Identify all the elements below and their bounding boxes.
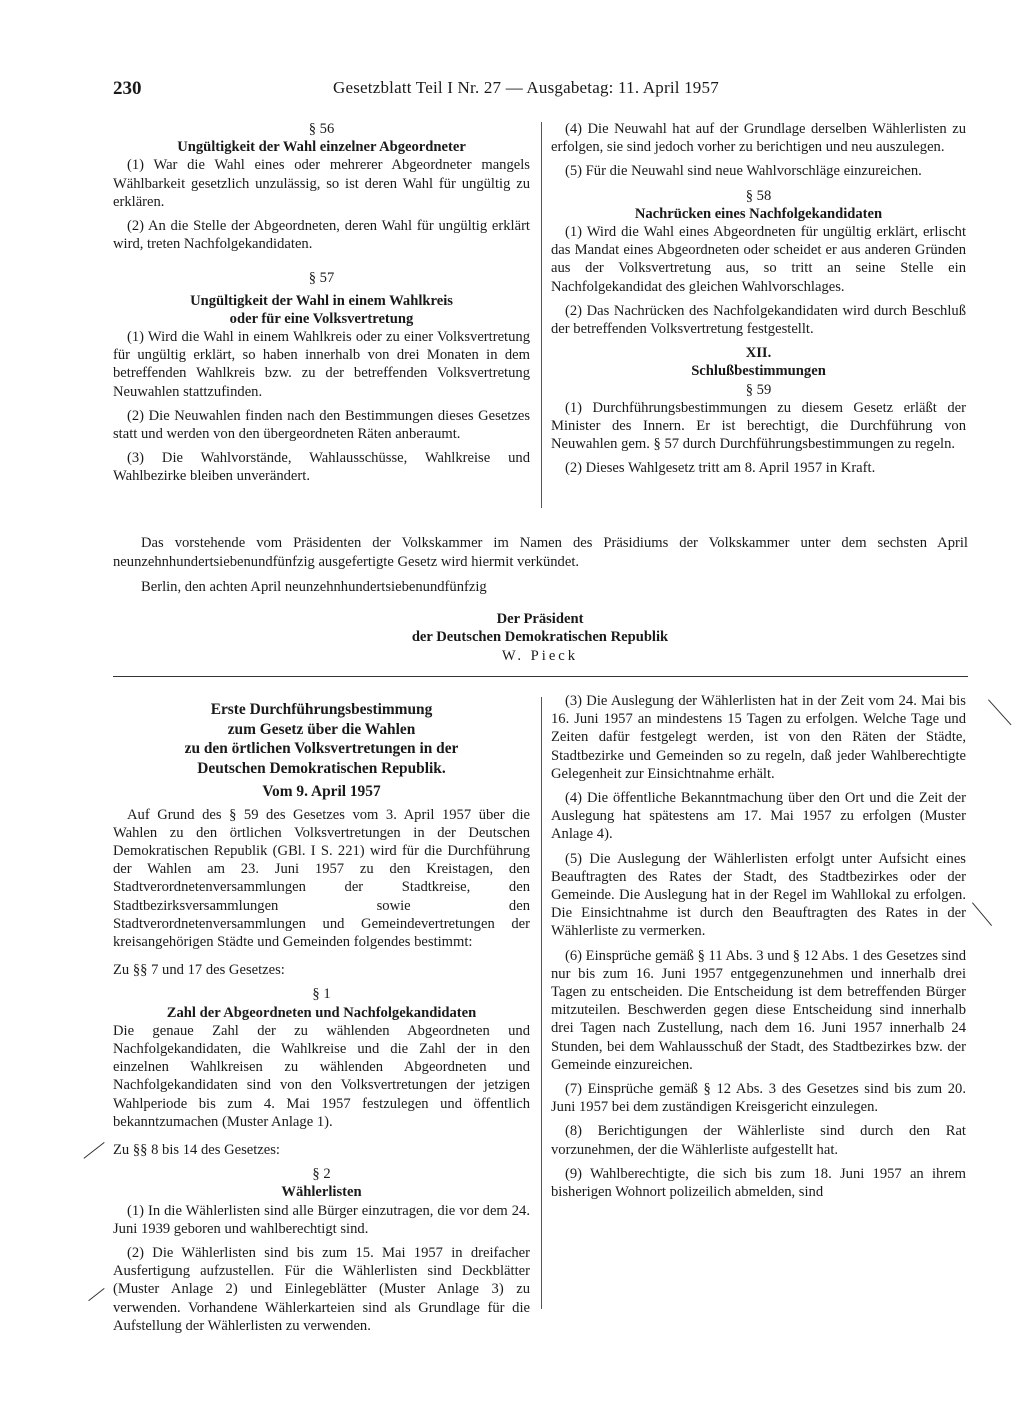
paragraph: (5) Die Auslegung der Wählerlisten erfolgt unter Aufsicht eines Beauftragten des Rates der Stadt, des Stadtbezirkes oder der Gemeinde. Die Auslegung hat in der Regel im Wahllokal zu erfolgen. Die Einsichtnahme ist durch den Beauftragten des Rates in der Wählerliste zu vermerken. [551,850,966,940]
margin-mark [88,1288,105,1301]
paragraph: (2) An die Stelle der Abgeordneten, deren Wahl für ungültig erklärt wird, treten Nachfolgekandidaten. [113,218,530,253]
part-title: Schlußbestimmungen [691,363,826,380]
upper-left-column [113,120,530,492]
paragraph: (1) Durchführungsbestimmungen zu diesem Gesetz erläßt der Minister des Innern. Er ist berechtigt, die Durchführung von Neuwahlen gem. § 57 durch Durchführungsbestimmungen zu regeln. [551,399,966,453]
paragraph: (1) War die Wahl eines oder mehrerer Abgeordneter mangels Wählbarkeit gesetzlich unzulässig, so ist deren Wahl für ungültig zu erklären. [113,157,530,210]
paragraph: (1) Wird die Wahl in einem Wahlkreis oder zu einer Volksvertretung für ungültig erklärt, so haben innerhalb von drei Monaten in dem betreffenden Wahlkreis bzw. zu der betreffenden Volksvertretung Neuwahlen stattzufinden. [113,329,530,400]
page-number: 230 [113,78,142,99]
paragraph: (2) Das Nachrücken des Nachfolgekandidaten wird durch Beschluß der betreffenden Volksvertretung festgestellt. [551,302,966,338]
horizontal-divider [113,676,968,677]
lower-left-column [113,700,530,1341]
section-title: Ungültigkeit der Wahl einzelner Abgeordneter [177,139,466,156]
page-header [113,78,968,102]
margin-mark [972,902,992,926]
section-number: § 56 [308,121,335,137]
paragraph: (9) Wahlberechtigte, die sich bis zum 18. Juni 1957 an ihrem bisherigen Wohnort polizeilich abmelden, sind [551,1165,966,1201]
regulation-title-line: zum Gesetz über die Wahlen [227,720,416,738]
paragraph: (5) Für die Neuwahl sind neue Wahlvorschläge einzureichen. [565,163,922,180]
section-title: oder für eine Volksvertretung [229,310,414,327]
paragraph: (1) In die Wählerlisten sind alle Bürger einzutragen, die vor dem 24. Juni 1939 geboren und wahlberechtigt sind. [113,1202,530,1237]
signer-name: W. Pieck [501,648,579,664]
paragraph: (1) Wird die Wahl eines Abgeordneten für ungültig erklärt, erlischt das Mandat eines Abgeordneten oder scheidet er aus anderen Gründen aus der Volksvertretung aus, so tritt an seine Stelle ein Nachfolgekandidat des gleichen Wahlvorschlages. [551,224,966,295]
paragraph: (6) Einsprüche gemäß § 11 Abs. 3 und § 12 Abs. 1 des Gesetzes sind nur bis zum 16. Juni 1957 entgegenzunehmen und innerhalb drei Tagen zu entscheiden. Die Entscheidung ist dem betreffenden Bürger mitzuteilen. Beschwerden gegen diese Entscheidung sind innerhalb drei Tagen nach Zustellung, nach dem 16. Juni 1957 innerhalb 24 Stunden, bei dem Wahlausschuß der Stadt, des Stadtbezirkes bzw. der Gemeinde einzureichen. [551,947,966,1073]
paragraph: (2) Dieses Wahlgesetz tritt am 8. April 1957 in Kraft. [565,460,876,477]
column-divider [541,697,542,1309]
paragraph: (4) Die öffentliche Bekanntmachung über den Ort und die Zeit der Auslegung hat spätestens am 17. Mai 1957 zu erfolgen (Muster Anlage 4). [551,790,966,843]
regulation-title-line: zu den örtlichen Volksvertretungen in der [184,740,459,757]
regulation-date: Vom 9. April 1957 [262,783,381,800]
running-title: Gesetzblatt Teil I Nr. 27 — Ausgabetag: 11. April 1957 [333,78,719,97]
section-title: Ungültigkeit der Wahl in einem Wahlkreis [190,292,453,309]
section-title: Zahl der Abgeordneten und Nachfolgekandidaten [166,1004,477,1021]
paragraph: (2) Die Wählerlisten sind bis zum 15. Mai 1957 in dreifacher Ausfertigung aufzustellen. Für die Wählerlisten sind Deckblätter (Muster Anlage 2) und Einlegeblätter (Muster Anlage 3) zu verwenden. Vorhandene Wählerkarteien sind als Grundlage für die Aufstellung der Wählerlisten zu verwenden. [113,1244,530,1334]
section-number: § 1 [312,986,331,1003]
section-title: Nachrücken eines Nachfolgekandidaten [634,205,883,222]
regulation-title [113,700,530,802]
lower-right-column [551,692,966,1207]
paragraph: Die genaue Zahl der zu wählenden Abgeordneten und Nachfolgekandidaten, die Wahlkreise und die Zahl der in den einzelnen Wahlkreisen zu wählenden Abgeordneten und Nachfolgekandidaten sind von den Volksvertretungen der jetzigen Wahlperiode bis zum 4. Mai 1957 festzulegen und öffentlich bekanntzumachen (Muster Anlage 1). [113,1022,530,1130]
upper-right-column [551,120,966,484]
margin-mark [84,1142,105,1159]
reference-line: Zu §§ 7 und 17 des Gesetzes: [113,962,285,979]
paragraph: (4) Die Neuwahl hat auf der Grundlage derselben Wählerlisten zu erfolgen, sie sind jedoch vorher zu berichtigen und neu auszulegen. [551,121,966,156]
section-number: § 58 [745,187,772,204]
paragraph: (3) Die Auslegung der Wählerlisten hat in der Zeit vom 24. Mai bis 16. Juni 1957 an mindestens 15 Tagen zu erfolgen. Welche Tage und Zeiten dafür festgelegt werden, ist von den Räten der Städte, Stadtbezirke und Gemeinden so zu regeln, daß jeder Wahlberechtigte Gelegenheit zur Einsichtnahme erhält. [551,693,966,782]
paragraph: (8) Berichtigungen der Wählerliste sind durch den Rat vorzunehmen, der die Wählerliste aufgestellt hat. [551,1123,966,1158]
section-number: § 2 [312,1166,331,1183]
reference-line: Zu §§ 8 bis 14 des Gesetzes: [113,1141,280,1158]
regulation-title-line: Erste Durchführungsbestimmung [210,701,433,718]
paragraph: Auf Grund des § 59 des Gesetzes vom 3. April 1957 über die Wahlen zu den örtlichen Volksvertretungen in der Deutschen Demokratischen Republik (GBl. I S. 221) wird für die Durchführung der Wahlen am 23. Juni 1957 zu den Kreistagen, den Stadtverordnetenversammlungen der Stadtkreise, den Stadtbezirksversammlungen sowie den Stadtverordnetenversammlungen und Gemeindevertretungen der kreisangehörigen Städte und Gemeinden folgendes bestimmt: [113,806,530,950]
section-number: § 57 [308,270,335,287]
section-title: Wählerlisten [281,1184,362,1201]
section-number: § 59 [745,381,772,398]
paragraph: (7) Einsprüche gemäß § 12 Abs. 3 des Gesetzes sind bis zum 20. Juni 1957 bei dem zuständigen Kreisgericht einzulegen. [551,1081,966,1116]
part-numeral: XII. [745,345,772,362]
margin-mark [988,699,1012,725]
signer-title: Der Präsident [496,611,584,627]
regulation-title-line: Deutschen Demokratischen Republik. [197,759,446,777]
column-divider [541,122,542,508]
paragraph: (3) Die Wahlvorstände, Wahlausschüsse, Wahlkreise und Wahlbezirke bleiben unverändert. [113,450,530,485]
place-date: Berlin, den achten April neunzehnhundertsiebenundfünfzig [141,579,487,595]
paragraph: (2) Die Neuwahlen finden nach den Bestimmungen dieses Gesetzes statt und werden von den übergeordneten Räten anberaumt. [113,407,530,443]
promulgation-text: Das vorstehende vom Präsidenten der Volkskammer im Namen des Präsidiums der Volkskammer unter dem sechsten April neunzehnhundertsiebenundfünfzig ausgefertigte Gesetz wird hiermit verkündet. [113,535,968,570]
promulgation-block [113,534,968,603]
signer-office: der Deutschen Demokratischen Republik [411,629,669,645]
signature-block [300,610,780,665]
